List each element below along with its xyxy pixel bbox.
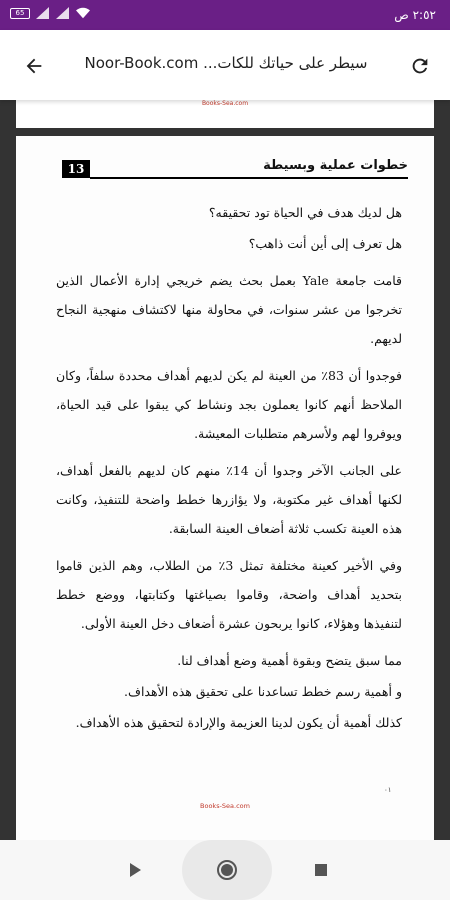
paragraph: على الجانب الآخر وجدوا أن 14٪ منهم كان لديهم بالفعل أهداف، لكنها أهداف غير مكتوبة، ولا يؤازرها خطط واضحة للتنفيذ، وكانت هذه العينة تكسب ثلاثة أضعاف العينة السابقة. <box>56 463 402 536</box>
page-footer-mark: ٠١ <box>384 786 392 794</box>
paragraph: هل تعرف إلى أين أنت ذاهب؟ <box>248 236 402 251</box>
wifi-icon <box>76 7 90 19</box>
play-triangle-icon <box>127 862 143 878</box>
home-circle-icon <box>216 859 238 881</box>
refresh-button[interactable] <box>404 50 436 82</box>
square-icon <box>314 863 328 877</box>
refresh-icon <box>409 55 431 77</box>
signal-icon <box>56 7 70 19</box>
paragraph: مما سبق يتضح وبقوة أهمية وضع أهداف لنا. <box>177 653 402 668</box>
page-header <box>62 156 408 188</box>
paragraph: و أهمية رسم خطط تساعدنا على تحقيق هذه الأهداف. <box>124 684 402 699</box>
battery-icon: 65 <box>10 8 30 19</box>
page-title: سيطر على حياتك للكات... Noor-Book.com <box>84 54 368 72</box>
status-icons <box>10 7 90 19</box>
document-viewer[interactable] <box>0 100 450 840</box>
status-time: ٢:٥٢ ص <box>394 8 436 22</box>
paragraph: قامت جامعة Yale بعمل بحث يضم خريجي إدارة الأعمال الذين تخرجوا من عشر سنوات، في محاولة منها لاكتشاف منهجية النجاح لديهم. <box>56 273 402 346</box>
paragraph: فوجدوا أن 83٪ من العينة لم يكن لديهم أهداف محددة سلفاً، وكان الملاحظ أنهم كانوا يعملون بجد ونشاط كي يبقوا على قيد الحياة، ويوفروا لهم ولأسرهم متطلبات المعيشة. <box>56 368 402 441</box>
nav-home-button[interactable] <box>182 840 272 900</box>
watermark-bottom: Books-Sea.com <box>200 802 250 810</box>
book-page <box>16 136 434 840</box>
paragraph: كذلك أهمية أن يكون لدينا العزيمة والإرادة لتحقيق هذه الأهداف. <box>75 715 402 730</box>
page-number: 13 <box>62 160 90 178</box>
paragraph: وفي الأخير كعينة مختلفة تمثل 3٪ من الطلاب، وهم الذين قاموا بتحديد أهداف واضحة، وقاموا بصياغتها وكتابتها، ووضع خطط لتنفيذها وهؤلاء، كانوا يربحون عشرة أضعاف دخل العينة الأولى. <box>56 558 402 631</box>
app-bar <box>0 30 450 100</box>
signal-icon <box>36 7 50 19</box>
watermark-top: Books-Sea.com <box>201 100 249 107</box>
header-rule <box>90 177 408 179</box>
previous-page-edge <box>16 100 434 128</box>
status-bar <box>0 0 450 30</box>
arrow-left-icon <box>23 55 45 77</box>
system-nav-bar <box>0 840 450 900</box>
nav-recents-button[interactable] <box>296 840 346 900</box>
nav-back-button[interactable] <box>110 840 160 900</box>
page-content <box>56 198 402 745</box>
back-button[interactable] <box>18 50 50 82</box>
chapter-title: خطوات عملية وبسيطة <box>263 158 408 173</box>
paragraph: هل لديك هدف في الحياة تود تحقيقه؟ <box>208 205 402 220</box>
home-button-background <box>182 840 272 900</box>
